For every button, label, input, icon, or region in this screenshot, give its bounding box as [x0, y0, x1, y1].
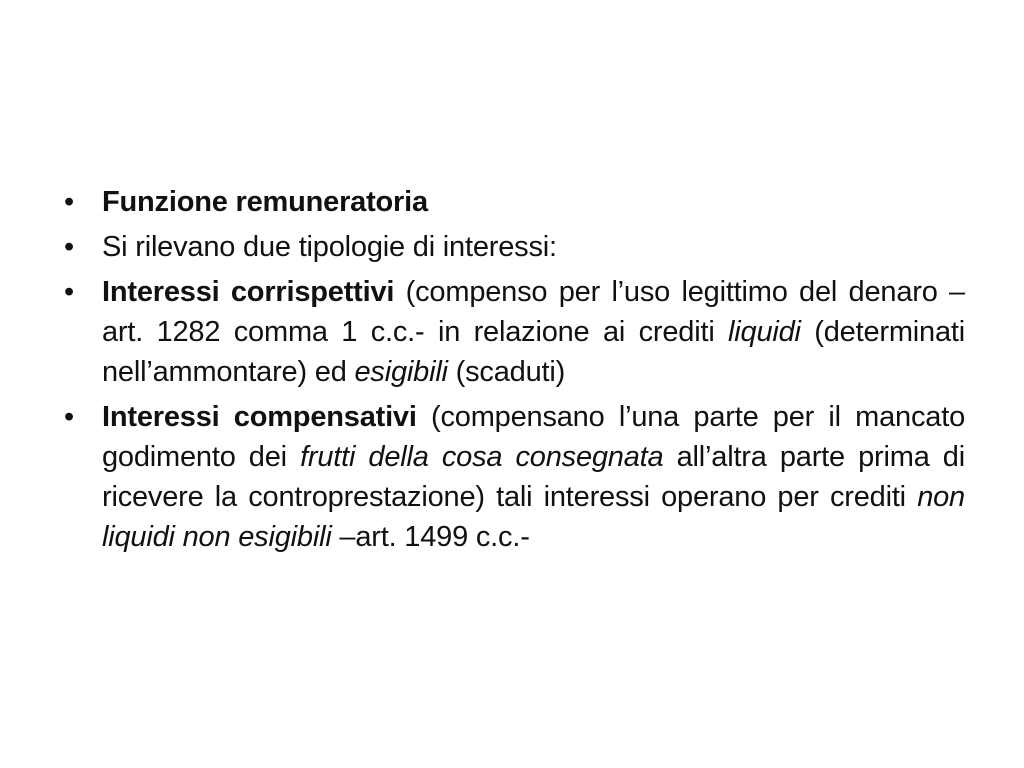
term-liquidi: liquidi: [728, 316, 801, 348]
bullet-text: Si rilevano due tipologie di interessi:: [102, 231, 557, 263]
term-interessi-compensativi: Interessi compensativi: [102, 401, 417, 433]
bullet-funzione-remuneratoria: [60, 182, 965, 222]
bullet-text: (compensano l’una parte per il mancato godimento dei: [102, 401, 966, 473]
bullet-interessi-corrispettivi: [60, 272, 965, 392]
bullet-text-bold: Funzione remuneratoria: [102, 186, 428, 218]
term-frutti-della-cosa-consegnata: frutti della cosa consegnata: [300, 441, 664, 473]
term-interessi-corrispettivi: Interessi corrispettivi: [102, 276, 395, 308]
bullet-list: [60, 182, 965, 562]
bullet-interessi-compensativi: [60, 397, 965, 557]
term-esigibili: esigibili: [354, 356, 448, 388]
bullet-text: all’altra parte prima di ricevere la controprestazione) tali interessi operano per crediti: [102, 441, 965, 513]
bullet-text: (determinati nell’ammontare) ed: [102, 316, 966, 388]
term-non-liquidi-non-esigibili: non liquidi non esigibili: [102, 481, 965, 553]
bullet-text: (scaduti): [447, 356, 566, 388]
bullet-text: (compenso per l’uso legittimo del denaro –art. 1282 comma 1 c.c.- in relazione ai crediti: [102, 276, 965, 348]
bullet-text: –art. 1499 c.c.-: [331, 521, 530, 553]
bullet-tipologie-interessi: [60, 227, 965, 267]
